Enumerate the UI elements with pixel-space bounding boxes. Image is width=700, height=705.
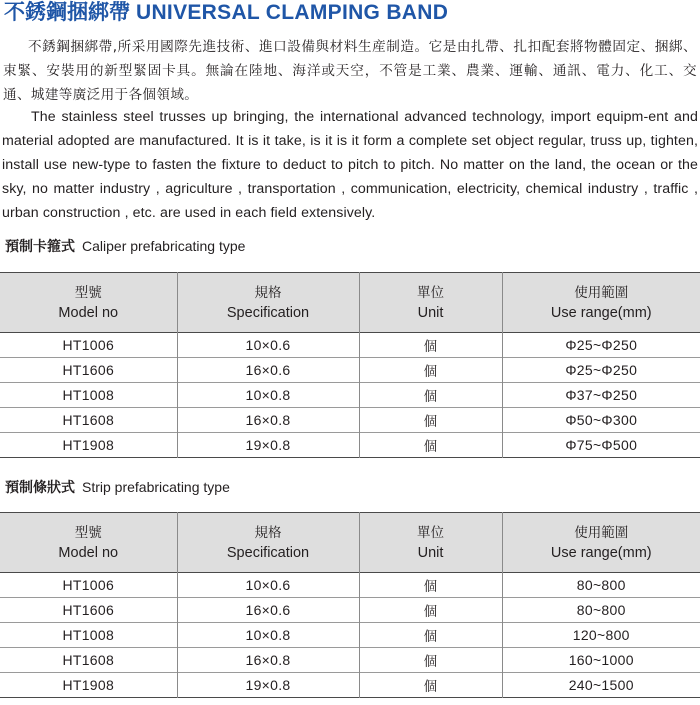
range-cell: 160~1000 bbox=[568, 652, 634, 668]
unit-cell: 個 bbox=[359, 573, 502, 598]
table-row bbox=[0, 573, 700, 598]
intro-paragraph-en: The stainless steel trusses up bringing, the international advanced technology, import equipm-ent and material adopted are manufactured. It is it take, is it is it form a complete set object regular, truss up, tighten, install use new-type to fasten the fixture to deduct to pitch to pitch. No matter on the land, the ocean or the sky, no matter industry , agriculture , transportation , communication, electricity, chemical industry , traffic , urban construction , etc. are used in each field extensively. bbox=[2, 109, 698, 221]
range-cell: Φ75~Φ500 bbox=[565, 437, 638, 453]
page-title-en: UNIVERSAL CLAMPING BAND bbox=[136, 1, 449, 24]
table-header-row bbox=[0, 513, 700, 573]
range-cell: 240~1500 bbox=[568, 677, 634, 693]
table-row bbox=[0, 408, 700, 433]
table-row bbox=[0, 673, 700, 698]
range-cell: 80~800 bbox=[576, 577, 626, 593]
model-cell: HT1606 bbox=[0, 358, 177, 383]
unit-cell: 個 bbox=[359, 358, 502, 383]
column-header-model: 型號 Model no bbox=[0, 513, 177, 573]
table-row bbox=[0, 433, 700, 458]
section-title-en: Caliper prefabricating type bbox=[82, 238, 246, 254]
section-title-en: Strip prefabricating type bbox=[82, 479, 230, 495]
spec-cell: 10×0.6 bbox=[177, 333, 359, 358]
column-header-model: 型號 Model no bbox=[0, 273, 177, 333]
model-cell: HT1008 bbox=[0, 383, 177, 408]
unit-cell: 個 bbox=[359, 333, 502, 358]
range-cell: Φ50~Φ300 bbox=[565, 412, 638, 428]
model-cell: HT1008 bbox=[0, 623, 177, 648]
unit-cell: 個 bbox=[359, 648, 502, 673]
page-title-zh: 不銹鋼捆綁帶 bbox=[4, 1, 130, 24]
spec-cell: 10×0.6 bbox=[177, 573, 359, 598]
table-row bbox=[0, 383, 700, 408]
column-header-range: 使用範圍 Use range(mm) bbox=[550, 284, 652, 321]
model-cell: HT1006 bbox=[0, 333, 177, 358]
intro-paragraph-zh: 不銹鋼捆綁帶,所采用國際先進技術、進口設備與材料生産制造。它是由扎帶、扎扣配套將物體固定、捆綁、束緊、安裝用的新型緊固卡具。無論在陸地、海洋或天空，不管是工業、農業、運輸、通訊、電力、化工、交通、城建等廣泛用于各個領域。 bbox=[3, 39, 697, 103]
column-header-spec: 規格 Specification bbox=[177, 513, 359, 573]
spec-cell: 16×0.8 bbox=[177, 408, 359, 433]
section-title-caliper bbox=[5, 236, 245, 256]
table-header-row bbox=[0, 273, 700, 333]
spec-cell: 19×0.8 bbox=[177, 673, 359, 698]
section-title-zh: 預制條狀式 bbox=[5, 480, 75, 496]
unit-cell: 個 bbox=[359, 383, 502, 408]
column-header-range: 使用範圍 Use range(mm) bbox=[550, 524, 652, 561]
range-cell: Φ25~Φ250 bbox=[565, 362, 638, 378]
range-cell: 120~800 bbox=[572, 627, 630, 643]
spec-cell: 16×0.6 bbox=[177, 598, 359, 623]
model-cell: HT1908 bbox=[0, 673, 177, 698]
section-title-zh: 預制卡箍式 bbox=[5, 239, 75, 255]
table-row bbox=[0, 648, 700, 673]
table-row bbox=[0, 623, 700, 648]
model-cell: HT1608 bbox=[0, 408, 177, 433]
range-cell: 80~800 bbox=[576, 602, 626, 618]
model-cell: HT1006 bbox=[0, 573, 177, 598]
unit-cell: 個 bbox=[359, 623, 502, 648]
model-cell: HT1606 bbox=[0, 598, 177, 623]
section-title-strip bbox=[5, 477, 230, 497]
page-title bbox=[4, 0, 448, 26]
model-cell: HT1608 bbox=[0, 648, 177, 673]
strip-spec-table bbox=[0, 512, 700, 698]
column-header-spec: 規格 Specification bbox=[177, 273, 359, 333]
table-row bbox=[0, 358, 700, 383]
unit-cell: 個 bbox=[359, 408, 502, 433]
table-row bbox=[0, 333, 700, 358]
spec-cell: 10×0.8 bbox=[177, 383, 359, 408]
table-row bbox=[0, 598, 700, 623]
spec-cell: 16×0.6 bbox=[177, 358, 359, 383]
spec-cell: 16×0.8 bbox=[177, 648, 359, 673]
caliper-spec-table bbox=[0, 272, 700, 458]
unit-cell: 個 bbox=[359, 598, 502, 623]
unit-cell: 個 bbox=[359, 673, 502, 698]
range-cell: Φ25~Φ250 bbox=[565, 337, 638, 353]
column-header-unit: 單位 Unit bbox=[359, 513, 502, 573]
spec-cell: 10×0.8 bbox=[177, 623, 359, 648]
spec-cell: 19×0.8 bbox=[177, 433, 359, 458]
column-header-unit: 單位 Unit bbox=[359, 273, 502, 333]
unit-cell: 個 bbox=[359, 433, 502, 458]
range-cell: Φ37~Φ250 bbox=[565, 387, 638, 403]
model-cell: HT1908 bbox=[0, 433, 177, 458]
